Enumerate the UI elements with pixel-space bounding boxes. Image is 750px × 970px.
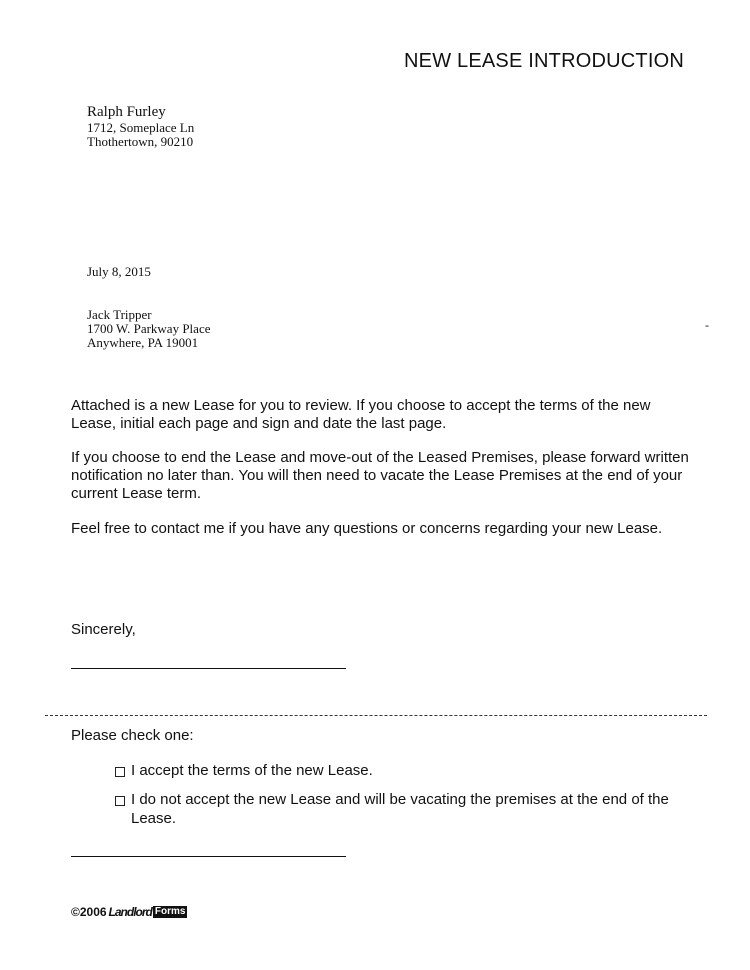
landlord-signature-line[interactable] (71, 668, 346, 669)
sender-name: Ralph Furley (87, 104, 166, 120)
logo-mark: Landlord (108, 905, 152, 919)
letter-date: July 8, 2015 (87, 264, 151, 279)
sender-street: 1712, Someplace Ln (87, 120, 195, 135)
tenant-signature-line[interactable] (71, 856, 346, 857)
document-title: NEW LEASE INTRODUCTION (404, 50, 684, 72)
checkbox-accept[interactable] (115, 767, 125, 777)
option-decline-label: I do not accept the new Lease and will be vacating the premises at the end of the Lease. (131, 791, 669, 827)
margin-mark: - (705, 318, 709, 332)
sender-city: Thothertown, 90210 (87, 134, 194, 149)
recipient-name: Jack Tripper (87, 307, 152, 322)
landlordforms-logo (109, 905, 188, 919)
copyright-footer (71, 905, 187, 919)
copyright-text: ©2006 (71, 905, 107, 919)
option-accept (115, 761, 671, 780)
cut-line-divider (45, 715, 707, 716)
check-prompt: Please check one: (71, 727, 194, 744)
option-accept-label: I accept the terms of the new Lease. (131, 762, 373, 779)
recipient-city: Anywhere, PA 19001 (87, 335, 199, 350)
paragraph-review: Attached is a new Lease for you to review. If you choose to accept the terms of the new Lease, initial each page and sign and date the last page. (71, 397, 651, 432)
paragraph-move-out-start: If you choose to end the Lease and move-out of the Leased Premises, please forward written notification no later than (71, 449, 689, 484)
paragraph-move-out-end: . You will then need to vacate the Lease Premises at the end of your current Lease term. (71, 467, 683, 502)
recipient-street: 1700 W. Parkway Place (87, 321, 211, 336)
closing-salutation: Sincerely, (71, 621, 136, 638)
option-decline (115, 790, 671, 828)
paragraph-move-out (71, 449, 691, 503)
sender-address (87, 104, 194, 149)
recipient-address (87, 308, 210, 350)
paragraph-contact: Feel free to contact me if you have any questions or concerns regarding your new Lease. (71, 520, 663, 537)
checkbox-decline[interactable] (115, 796, 125, 806)
logo-forms: Forms (154, 906, 186, 917)
